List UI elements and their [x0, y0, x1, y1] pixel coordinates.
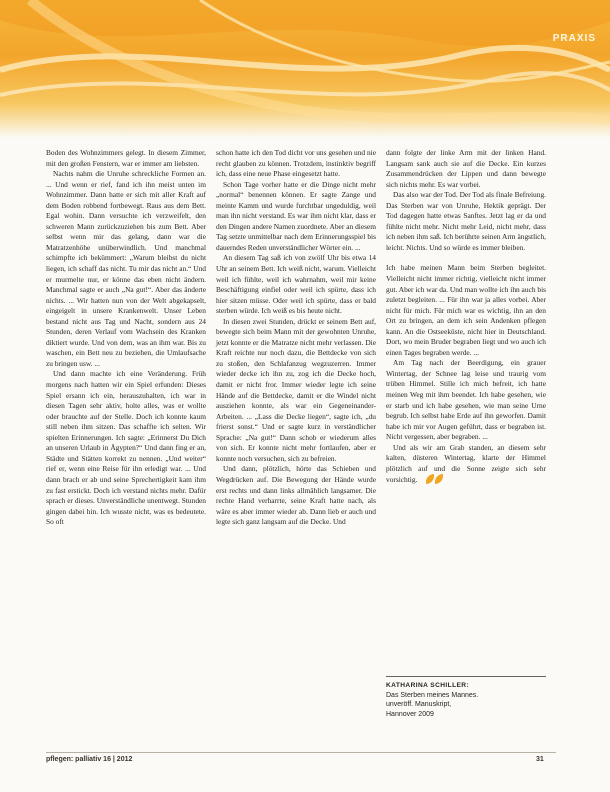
source-line: Hannover 2009 [386, 710, 434, 718]
text-column-1 [46, 148, 206, 528]
paragraph: Und dann machte ich eine Veränderung. Früh morgens nach hatten wir ein Spiel erfunden: Dieses Spiel ersann ich ein, herauszuhalten, ich war in diesen Tagen sehr aktiv, holte alles, was er wollte oder brauchte auf der Stelle. Doch ich konnte kaum still neben ihm sitzen. Das schaffte ich selten. Wir spielten Erinnerungen. Ich sagte: „Erinnerst Du Dich an unseren Urlaub in Ägypten?“ Und dann fing er an, Städte und Stätten korrekt zu nennen. „Und weiter“ rief er, wenn eine Reise für ihn erledigt war. ... Und dann brach er ab und seine Sprechertigkeit kam ihm zu fast erstickt. Doch ich verstand nichts mehr. Dafür sprach er dieses. Unverständliche unentwegt. Stunden gingen dabei hin. Ich wusste nicht, was es bedeutete. So oft [46, 369, 206, 527]
paragraph: Und dann, plötzlich, hörte das Schieben und Wegdrücken auf. Die Bewegung der Hände wurde erst rechts und dann links allmählich langsamer. Die rechte Hand verharrte, seine Kraft hatte nach, als wäre es aber immer wieder ab. Dann lieb er auch und legte sich ganz langsam auf die Decke. Und [216, 464, 376, 527]
paragraph: schon hatte ich den Tod dicht vor uns gesehen und nie recht glauben zu können. Trotzdem, instinktiv begriff ich, dass eine neue Phase eingesetzt hatte. [216, 148, 376, 179]
magazine-name: pflegen: palliativ 16 | 2012 [46, 756, 133, 763]
page-number: 31 [536, 756, 544, 763]
author-box [386, 676, 546, 719]
paragraph: An diesem Tag saß ich von zwölf Uhr bis etwa 14 Uhr an seinem Bett. Ich weiß nicht, warum. Vielleicht weil ich fühlte, weil ich wahrnahm, weil mir keine Beschäftigung einfiel oder weil ich spürte, dass ich hier sitzen müsse. Oder weil ich spürte, dass er bald sterben würde. Ich weiß es bis heute nicht. [216, 253, 376, 316]
leaf-icon [419, 474, 444, 486]
paragraph: Das also war der Tod. Der Tod als finale Befreiung. Das Sterben war von Unruhe, Hektik geprägt. Der Tod dagegen hatte etwas Sanftes. Jetzt lag er da und fühlte nicht mehr. Nicht mehr Leid, nicht mehr, dass ich neben ihm saß. Ich berührte seinen Arm ängstlich, leicht. Nichts. Und so würde es immer bleiben. [386, 190, 546, 252]
paragraph: Am Tag nach der Beerdigung, ein grauer Wintertag, der Schnee lag leise und traurig vom trüben Himmel. Stille ich mich befreit, ich hatte meinen Weg mit ihm beendet. Ich habe gesehen, wie er starb und ich habe gesehen, wie man seine Urne begrub. Ich selbst habe Erde auf ihn geworfen. Damit habe ich mir vor Augen geführt, dass er begraben ist. Nicht vergessen, aber begraben. ... [386, 358, 546, 442]
paragraph: In diesen zwei Stunden, drückt er seinem Bett auf, bewegte sich beim Mann mit der gewohnten Unruhe, jetzt konnte er die Matratze nicht mehr verlassen. Die Kraft reichte nur noch dazu, die Bettdecke von sich zu stoßen, den Schlafanzug wegzuzerren. Immer wieder decke ich ihn zu, zog ich die Decke hoch, damit er nicht fror. Immer wieder legte ich seine Hände auf die Bettdecke, damit er die Windel nicht ausziehen konnte, als war ein Gegeneinander-Arbeiten. ... „Lass die Decke liegen“, sagte ich, „du frierst sonst.“ Und er sagte kurz in verständlicher Sprache: „Na gut!“ Dann schob er wiederum alles von sich. Er konnte nicht mehr fortlaufen, aber er konnte noch versuchen, sich zu befreien. [216, 316, 376, 463]
paragraph: Nachts nahm die Unruhe schreckliche Formen an. ... Und wenn er rief, fand ich ihn meist unten im Wohnzimmer. Dann hatte er sich mit aller Kraft auf dem Boden robbend fortbewegt. Raus aus dem Bett. Egal wohin. Dann versuchte ich verzweifelt, den schweren Mann zurückzuziehen bis zum Bett. Aber selbst wenn mir das gelang, dann war die Matratzenhöhe unüberwindlich. Und manchmal schimpfte ich bekümmert: „Warum bleibst du nicht liegen, ich schaff das nicht. Tu mir das nicht an.“ Und er murmelte nur, er könne das eben nicht ändern. Manchmal sagte er auch „Na gut!“. Aber das änderte nichts. ... Wir hatten nun von der Welt abgekapselt, eingeigelt in unsere Krankenwelt. Unser Leben bestand nicht aus Tag und Nacht, sondern aus 24 Stunden, deren Verlauf vom Wachsein des Kranken diktiert wurde. Und von dem, was an ihm war. Bis zu waschen, ein Bett neu zu beziehen, die Umlaufsache zu bringen usw. ... [46, 169, 206, 368]
paragraph-final [386, 443, 546, 486]
paragraph-text: Und als wir am Grab standen, an diesem sehr kalten, düsteren Wintertag, klarte der Himmel plötzlich auf und die Sonne zeigte sich sehr vorsichtig. [386, 442, 546, 485]
paragraph: dann folgte der linke Arm mit der linken Hand. Langsam sank auch sie auf die Decke. Ein kurzes Zusammendrücken der Lippen und dann bewegte sich nichts mehr. Es war vorbei. [386, 148, 546, 189]
text-column-2 [216, 148, 376, 528]
source-line: Das Sterben meines Mannes. [386, 691, 479, 699]
footer-divider [46, 752, 556, 753]
wave-decoration [0, 0, 610, 138]
source-line: unveröff. Manuskript, [386, 701, 452, 708]
section-label: PRAXIS [552, 33, 596, 44]
header-banner [0, 0, 610, 138]
paragraph: Boden des Wohnzimmers gelegt. In diesem Zimmer, mit den großen Fenstern, war er immer am liebsten. [46, 148, 206, 168]
paragraph: Ich habe meinen Mann beim Sterben begleitet. Vielleicht nicht immer richtig, vielleicht nicht immer gut. Aber ich war da. Und man wollte ich ihn auch bis zuletzt begleiten. ... Für ihn war ja alles vorbei. Aber nicht für mich. Für mich war es wichtig, ihn an den Ort zu bringen, an dem ich sein Andenken pflegen kann. An die Ostseeküste, nicht hier in Deutschland. Dort, wo mein Bruder begraben liegt und wo auch ich einen Tages begraben werde. ... [386, 263, 546, 357]
text-column-3 [386, 148, 546, 486]
paragraph: Schon Tage vorher hatte er die Dinge nicht mehr „normal“ benennen können. Er sagte Zange und meinte Kamm und wurde furchtbar ungeduldig, weil man ihn nicht verstand. Es war ihm nicht klar, dass er den Dingen andere Namen zuordnete. Aber an diesem Tag setzte unmittelbar nach dem Erinnerungsspiel bis dauerndes Reden unverständlicher Wörter ein. ... [216, 179, 376, 252]
author-name: KATHARINA SCHILLER: [386, 682, 470, 689]
